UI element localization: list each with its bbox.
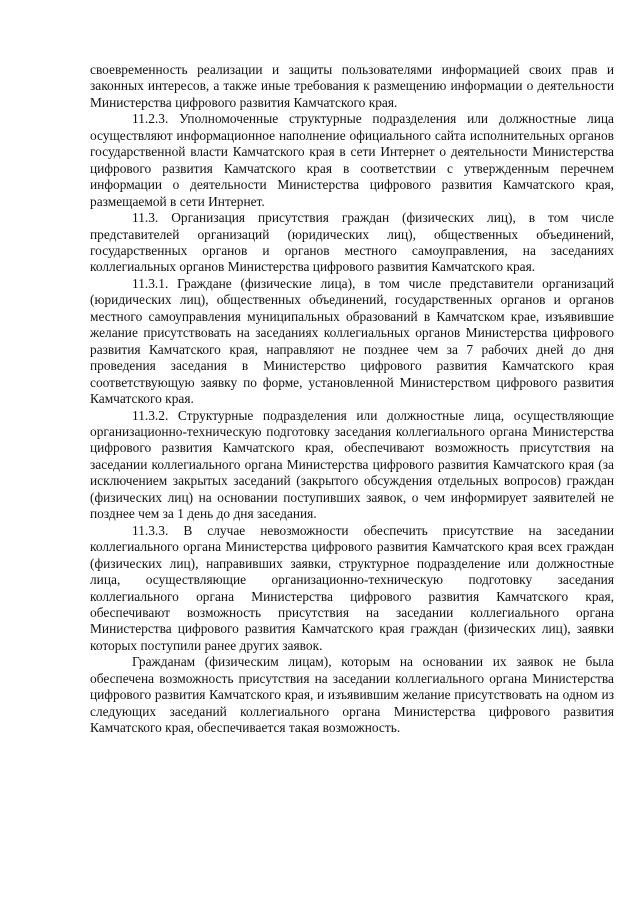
document-page — [90, 62, 614, 737]
paragraph-11-3-1: 11.3.1. Граждане (физические лица), в том числе представители организаций (юридических лиц), общественных объединений, государственных органов и органов местного самоуправления муниципальных образований в Камчатском крае, изъявившие желание присутствовать на заседаниях коллегиальных органов Министерства цифрового развития Камчатского края, направляют не позднее чем за 7 рабочих дней до дня проведения заседания в Министерство цифрового развития Камчатского края соответствующую заявку по форме, установленной Министерством цифрового развития Камчатского края. — [90, 275, 614, 407]
paragraph-11-2-3: 11.2.3. Уполномоченные структурные подразделения или должностные лица осуществляют информационное наполнение официального сайта исполнительных органов государственной власти Камчатского края в сети Интернет о деятельности Министерства цифрового развития Камчатского края в соответствии с утвержденным перечнем информации о деятельности Министерства цифрового развития Камчатского края, размещаемой в сети Интернет. — [90, 111, 614, 209]
paragraph-11-3-3: 11.3.3. В случае невозможности обеспечить присутствие на заседании коллегиального органа Министерства цифрового развития Камчатского края всех граждан (физических лиц), направивших заявки, структурное подразделение или должностные лица, осуществляющие организационно-техническую подготовку заседания коллегиального органа Министерства цифрового развития Камчатского края, обеспечивают возможность присутствия на заседании коллегиального органа Министерства цифрового развития Камчатского края граждан (физических лиц), заявки которых поступили ранее других заявок. — [90, 522, 614, 653]
paragraph-citizens-possibility: Гражданам (физическим лицам), которым на основании их заявок не была обеспечена возможность присутствия на заседании коллегиального органа Министерства цифрового развития Камчатского края, и изъявившим желание присутствовать на одном из следующих заседаний коллегиального органа Министерства цифрового развития Камчатского края, обеспечивается такая возможность. — [90, 654, 614, 736]
paragraph-continuation: своевременность реализации и защиты пользователями информацией своих прав и законных интересов, а также иные требования к размещению информации о деятельности Министерства цифрового развития Камчатского края. — [90, 62, 614, 110]
paragraph-11-3: 11.3. Организация присутствия граждан (физических лиц), в том числе представителей организаций (юридических лиц), общественных объединений, государственных органов и органов местного самоуправления, на заседаниях коллегиальных органов Министерства цифрового развития Камчатского края. — [90, 210, 614, 275]
paragraph-11-3-2: 11.3.2. Структурные подразделения или должностные лица, осуществляющие организационно-техническую подготовку заседания коллегиального органа Министерства цифрового развития Камчатского края, обеспечивают возможность присутствия на заседании коллегиального органа Министерства цифрового развития Камчатского края (за исключением закрытых заседаний (закрытого обсуждения отдельных вопросов) граждан (физических лиц) на основании поступивших заявок, о чем информирует заявителей не позднее чем за 1 день до дня заседания. — [90, 407, 614, 522]
